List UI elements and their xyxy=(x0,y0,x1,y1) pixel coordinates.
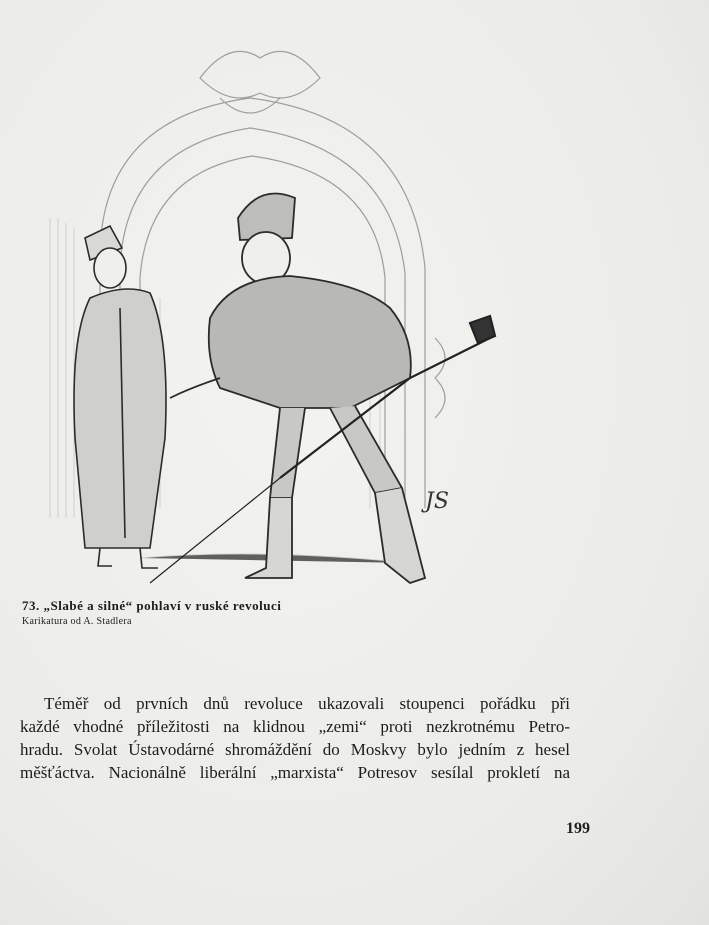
page-number: 199 xyxy=(566,820,590,837)
body-line: každé vhodné příležitosti na klidnou „zemi“ proti nezkrotnému Petro- xyxy=(20,717,570,736)
body-line: měšťáctva. Nacionálně liberální „marxista“ Potresov sesílal prokletí na xyxy=(20,763,570,782)
artist-monogram: JS xyxy=(425,489,449,514)
body-line: Téměř od prvních dnů revoluce ukazovali stoupenci pořádku při xyxy=(44,694,570,713)
figure-caption-title: 73. „Slabé a silné“ pohlaví v ruské revoluci xyxy=(22,598,282,613)
tall-soldier-figure xyxy=(170,194,425,584)
small-officer-figure xyxy=(74,226,166,568)
body-line: hradu. Svolat Ústavodárné shromáždění do Moskvy bylo jedním z hesel xyxy=(20,740,570,759)
body-paragraph xyxy=(20,692,570,784)
caricature-drawing xyxy=(30,38,500,588)
caricature-illustration xyxy=(30,38,500,588)
figure-caption-credit: Karikatura od A. Stadlera xyxy=(22,616,132,627)
